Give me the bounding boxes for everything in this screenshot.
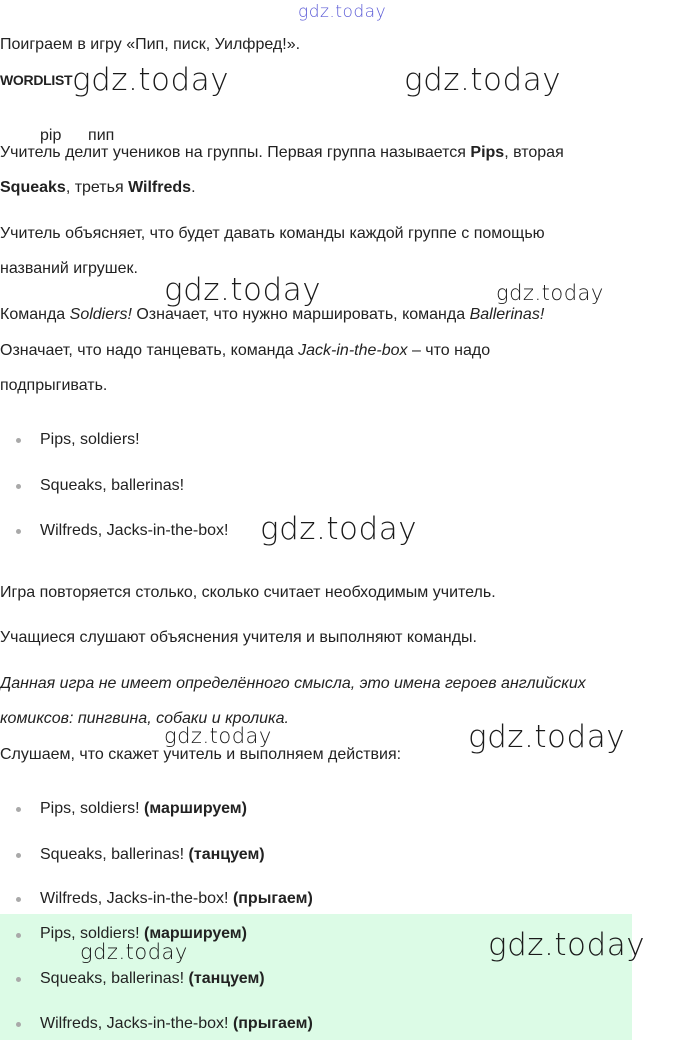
- paragraph: названий игрушек.: [0, 260, 138, 277]
- bullet: [16, 933, 21, 938]
- watermark: gdz.today: [80, 940, 188, 964]
- wordlist-entry: [40, 127, 160, 144]
- watermark: gdz.today: [260, 511, 418, 547]
- paragraph: Учитель делит учеников на группы. Первая группа называется Pips, вторая: [0, 144, 564, 161]
- wordlist-label: WORDLIST: [0, 72, 73, 88]
- wordlist-translation: пип: [88, 127, 115, 144]
- list-item: Wilfreds, Jacks-in-the-box! (прыгаем): [40, 1015, 313, 1032]
- watermark: gdz.today: [72, 62, 230, 98]
- paragraph: Учитель объясняет, что будет давать команды каждой группе с помощью: [0, 225, 545, 242]
- paragraph-note: комиксов: пингвина, собаки и кролика.: [0, 710, 289, 727]
- bullet: [16, 1022, 21, 1027]
- watermark: gdz.today: [404, 62, 562, 98]
- watermark: gdz.today: [496, 281, 604, 305]
- watermark: gdz.today: [488, 927, 646, 963]
- bullet: [16, 807, 21, 812]
- intro-text: Поиграем в игру «Пип, писк, Уилфред!».: [0, 36, 301, 53]
- watermark: gdz.today: [298, 2, 387, 22]
- bullet: [16, 853, 21, 858]
- list-item: Wilfreds, Jacks-in-the-box!: [40, 522, 229, 539]
- paragraph: Игра повторяется столько, сколько считает необходимым учитель.: [0, 584, 496, 601]
- bullet: [16, 484, 21, 489]
- paragraph: подпрыгивать.: [0, 377, 108, 394]
- list-item: Squeaks, ballerinas!: [40, 477, 185, 494]
- list-item: Wilfreds, Jacks-in-the-box! (прыгаем): [40, 890, 313, 907]
- paragraph: Слушаем, что скажет учитель и выполняем действия:: [0, 746, 402, 763]
- wordlist-word: pip: [40, 127, 62, 144]
- bullet: [16, 529, 21, 534]
- list-item: Pips, soldiers! (маршируем): [40, 800, 247, 817]
- watermark: gdz.today: [468, 719, 626, 755]
- paragraph-note: Данная игра не имеет определённого смысла, это имена героев английских: [0, 675, 586, 692]
- list-item: Squeaks, ballerinas! (танцуем): [40, 970, 265, 987]
- watermark: gdz.today: [164, 272, 322, 308]
- paragraph: Squeaks, третья Wilfreds.: [0, 179, 196, 196]
- paragraph: Учащиеся слушают объяснения учителя и выполняют команды.: [0, 629, 477, 646]
- watermark: gdz.today: [164, 724, 272, 748]
- bullet: [16, 897, 21, 902]
- bullet: [16, 438, 21, 443]
- bullet: [16, 977, 21, 982]
- paragraph: Означает, что надо танцевать, команда Jack-in-the-box – что надо: [0, 342, 491, 359]
- paragraph: Команда Soldiers! Означает, что нужно маршировать, команда Ballerinas!: [0, 306, 545, 323]
- list-item: Pips, soldiers! (маршируем): [40, 925, 247, 942]
- list-item: Squeaks, ballerinas! (танцуем): [40, 846, 265, 863]
- list-item: Pips, soldiers!: [40, 431, 140, 448]
